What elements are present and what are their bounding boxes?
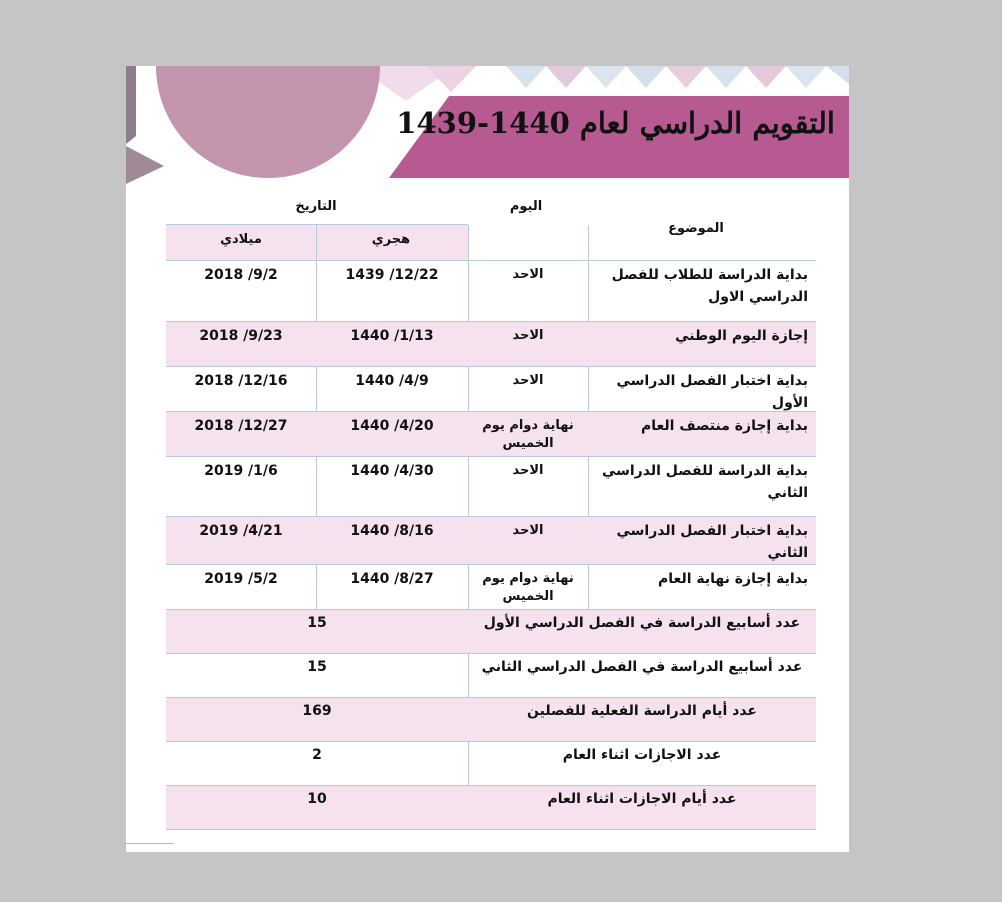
- row-gregorian-date: 2018 /9/23: [199, 328, 283, 344]
- grid-line: [166, 697, 816, 698]
- row-hijri-date: 1439 /12/22: [345, 267, 439, 283]
- stat-value: 2: [312, 747, 322, 763]
- header-gregorian: ميلادي: [220, 232, 262, 247]
- row-gregorian-date: 2019 /1/6: [204, 463, 278, 479]
- stat-label: عدد الاجازات اثناء العام: [562, 747, 722, 763]
- stat-label: عدد أسابيع الدراسة في الفصل الدراسي الثاني: [481, 659, 803, 675]
- page-title: التقويم الدراسي لعام 1440-1439: [396, 106, 835, 140]
- row-hijri-date: 1440 /4/30: [350, 463, 434, 479]
- decorative-circle: [156, 66, 380, 178]
- stat-value: 15: [307, 615, 327, 631]
- row-gregorian-date: 2018 /12/16: [194, 373, 288, 389]
- grid-line: [166, 741, 816, 742]
- grid-line: [166, 411, 816, 412]
- row-topic: بداية اختبار الفصل الدراسي الأول: [616, 373, 808, 411]
- grid-line: [166, 609, 816, 610]
- row-hijri-date: 1440 /4/9: [355, 373, 429, 389]
- stat-value: 15: [307, 659, 327, 675]
- stat-value: 10: [307, 791, 327, 807]
- row-hijri-date: 1440 /8/16: [350, 523, 434, 539]
- row-gregorian-date: 2019 /5/2: [204, 571, 278, 587]
- row-topic: إجازة اليوم الوطني: [675, 328, 808, 344]
- header-date: التاريخ: [295, 199, 337, 214]
- header-day: اليوم: [509, 199, 543, 214]
- grid-line: [166, 224, 468, 225]
- grid-line: [166, 785, 816, 786]
- row-hijri-date: 1440 /4/20: [350, 418, 434, 434]
- grid-line: [166, 366, 816, 367]
- divider: [126, 843, 174, 844]
- grid-line: [166, 653, 816, 654]
- row-day: نهاية دوام يوم الخميس: [482, 571, 574, 604]
- stat-label: عدد أيام الاجازات اثناء العام: [547, 791, 737, 807]
- grid-line: [166, 516, 816, 517]
- row-day: الاحد: [512, 373, 544, 388]
- row-gregorian-date: 2018 /12/27: [194, 418, 288, 434]
- row-topic: بداية الدراسة للفصل الدراسي الثاني: [601, 463, 808, 501]
- header-hijri: هجري: [371, 232, 411, 247]
- row-topic: بداية الدراسة للطلاب للفصل الدراسي الاول: [611, 267, 808, 305]
- row-topic: بداية اختبار الفصل الدراسي الثاني: [616, 523, 808, 561]
- row-hijri-date: 1440 /8/27: [350, 571, 434, 587]
- header-topic: الموضوع: [668, 221, 724, 236]
- row-hijri-date: 1440 /1/13: [350, 328, 434, 344]
- row-gregorian-date: 2018 /9/2: [204, 267, 278, 283]
- calendar-page: [126, 66, 849, 852]
- row-gregorian-date: 2019 /4/21: [199, 523, 283, 539]
- grid-line: [166, 321, 816, 322]
- grid-line: [166, 260, 816, 261]
- row-day: الاحد: [512, 267, 544, 282]
- row-day: الاحد: [512, 328, 544, 343]
- row-topic: بداية إجازة منتصف العام: [640, 418, 808, 434]
- grid-line: [166, 456, 816, 457]
- grid-line: [166, 564, 816, 565]
- row-day: الاحد: [512, 463, 544, 478]
- stat-label: عدد أسابيع الدراسة في الفصل الدراسي الأول: [483, 615, 801, 631]
- stat-label: عدد أيام الدراسة الفعلية للفصلين: [527, 703, 757, 719]
- grid-line: [166, 829, 816, 830]
- stat-value: 169: [302, 703, 332, 719]
- row-topic: بداية إجازة نهاية العام: [658, 571, 808, 587]
- row-day: الاحد: [512, 523, 544, 538]
- row-day: نهاية دوام يوم الخميس: [482, 418, 574, 451]
